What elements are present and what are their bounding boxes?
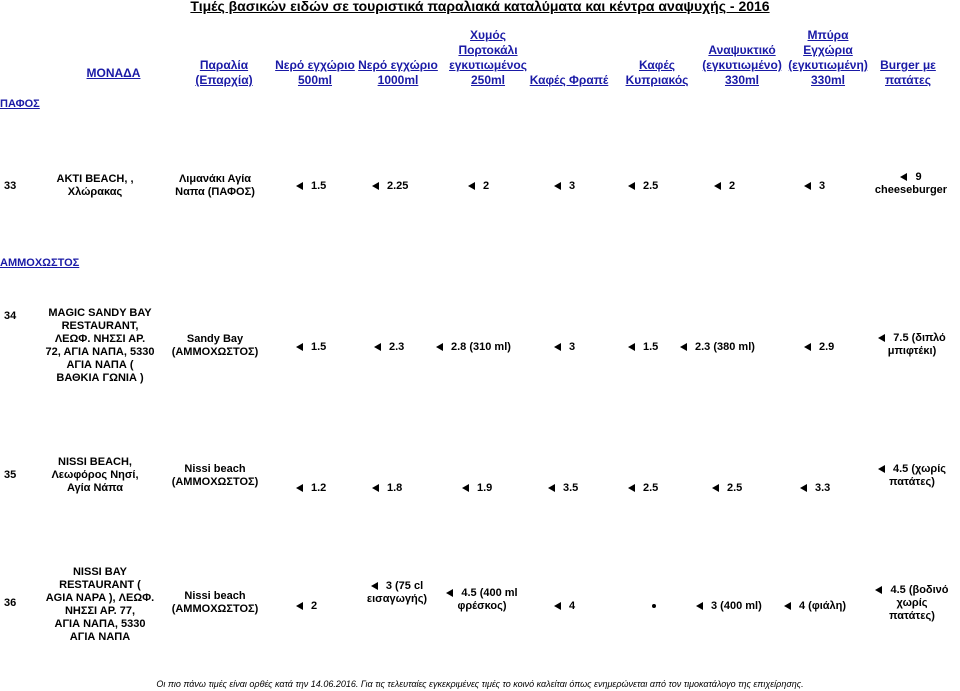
row-36-beer: 4 (φιάλη) (784, 600, 846, 612)
marker-icon (628, 343, 635, 351)
row-34-soft-drink: 2.3 (380 ml) (680, 341, 755, 353)
marker-icon (462, 484, 469, 492)
header-juice: Χυμός Πορτοκάλι εγκυτιωμένος 250ml (449, 28, 527, 87)
marker-icon (436, 343, 443, 351)
marker-icon (875, 586, 882, 594)
marker-icon (371, 582, 378, 590)
row-34-burger: 7.5 (διπλό μπιφτέκι) (866, 332, 958, 358)
row-36-soft-drink: 3 (400 ml) (696, 600, 762, 612)
row-33-frappe: 3 (554, 180, 575, 192)
row-34-cypriot-coffee: 1.5 (628, 341, 658, 353)
marker-icon (680, 343, 687, 351)
row-33-cypriot-coffee: 2.5 (628, 180, 658, 192)
bullet-icon (652, 604, 656, 608)
section-ammochostos: ΑΜΜΟΧΩΣΤΟΣ (0, 257, 80, 269)
header-unit: ΜΟΝΑΔΑ (86, 66, 141, 80)
row-34-beach: Sandy Bay (ΑΜΜΟΧΩΣΤΟΣ) (171, 333, 259, 358)
marker-icon (554, 602, 561, 610)
row-36-water500: 2 (296, 600, 317, 612)
row-36-unit: NISSI BAY RESTAURANT ( AGIA NAPA ), ΛΕΩΦ. ΝΗΣΣΙ ΑΡ. 77, ΑΓΙΑ ΝΑΠΑ, 5330 ΑΓΙΑ ΝΑΠΑ (45, 566, 155, 643)
row-33-soft-drink: 2 (714, 180, 735, 192)
row-35-soft-drink: 2.5 (712, 482, 742, 494)
marker-icon (296, 602, 303, 610)
marker-icon (554, 182, 561, 190)
marker-icon (628, 484, 635, 492)
row-33-beach: Λιμανάκι Αγία Ναπα (ΠΑΦΟΣ) (175, 173, 255, 198)
marker-icon (372, 484, 379, 492)
row-36-cypriot-coffee: 4 (554, 600, 575, 612)
header-beer: Μπύρα Εγχώρια (εγκυτιωμένη) 330ml (788, 28, 868, 87)
header-soft-drink: Αναψυκτικό (εγκυτιωμένο) 330ml (702, 43, 782, 87)
row-33-burger: 9 cheeseburger (874, 171, 948, 196)
row-34-water1000: 2.3 (374, 341, 404, 353)
row-36-id: 36 (4, 597, 17, 609)
marker-icon (628, 182, 635, 190)
row-33-unit: AKTI BEACH, , Χλώρακας (56, 173, 134, 198)
row-35-water1000: 1.8 (372, 482, 402, 494)
row-36-juice: 4.5 (400 ml φρέσκος) (436, 587, 528, 613)
row-35-frappe: 3.5 (548, 482, 578, 494)
marker-icon (800, 484, 807, 492)
header-cypriot-coffee: Καφές Κυπριακός (625, 58, 689, 87)
header-water-500: Νερό εγχώριο 500ml (275, 58, 355, 87)
marker-icon (900, 173, 907, 181)
header-frappe: Καφές Φραπέ (529, 73, 609, 87)
row-35-juice: 1.9 (462, 482, 492, 494)
marker-icon (712, 484, 719, 492)
row-35-beer: 3.3 (800, 482, 830, 494)
row-36-water1000: 3 (75 cl εισαγωγής) (366, 580, 428, 605)
marker-icon (696, 602, 703, 610)
marker-icon (446, 589, 453, 597)
marker-icon (714, 182, 721, 190)
marker-icon (784, 602, 791, 610)
marker-icon (878, 465, 885, 473)
row-34-beer: 2.9 (804, 341, 834, 353)
marker-icon (554, 343, 561, 351)
row-33-water500: 1.5 (296, 180, 326, 192)
row-33-beer: 3 (804, 180, 825, 192)
row-35-beach: Nissi beach (ΑΜΜΟΧΩΣΤΟΣ) (171, 463, 259, 488)
row-34-frappe: 3 (554, 341, 575, 353)
marker-icon (296, 343, 303, 351)
marker-icon (878, 334, 885, 342)
marker-icon (804, 182, 811, 190)
row-33-juice: 2 (468, 180, 489, 192)
row-35-id: 35 (4, 469, 17, 481)
row-35-burger: 4.5 (χωρίς πατάτες) (868, 463, 956, 489)
header-beach: Παραλία (Επαρχία) (195, 58, 253, 87)
row-36-burger: 4.5 (βοδινό χωρίς πατάτες) (866, 584, 958, 623)
page-title: Τιμές βασικών ειδών σε τουριστικά παραλιακά καταλύματα και κέντρα αναψυχής - 2016 (190, 0, 770, 14)
row-34-unit: MAGIC SANDY BAY RESTAURANT, ΛΕΩΦ. ΝΗΣΣΙ ΑΡ. 72, ΑΓΙΑ ΝΑΠΑ, 5330 ΑΓΙΑ ΝΑΠΑ ( ΒΑΘΚΙΑ ΓΩΝΙΑ ) (45, 307, 155, 384)
marker-icon (548, 484, 555, 492)
row-35-cypriot-coffee: 2.5 (628, 482, 658, 494)
header-burger: Burger με πατάτες (880, 58, 936, 87)
section-pafos: ΠΑΦΟΣ (0, 98, 40, 110)
header-water-1000: Νερό εγχώριο 1000ml (358, 58, 438, 87)
row-35-unit: NISSI BEACH, Λεωφόρος Νησί, Αγία Νάπα (51, 456, 139, 494)
footer-note: Οι πιο πάνω τιμές είναι ορθές κατά την 14.06.2016. Για τις τελευταίες εγκεκριμένες τιμές το κοινό καλείται όπως ενημερώνεται από τον τιμοκατάλογο της επιχείρησης. (156, 679, 804, 689)
marker-icon (374, 343, 381, 351)
marker-icon (804, 343, 811, 351)
marker-icon (296, 484, 303, 492)
row-34-juice: 2.8 (310 ml) (436, 341, 511, 353)
row-34-id: 34 (4, 310, 17, 322)
row-36-beach: Nissi beach (ΑΜΜΟΧΩΣΤΟΣ) (171, 590, 259, 615)
marker-icon (296, 182, 303, 190)
marker-icon (372, 182, 379, 190)
row-33-id: 33 (4, 180, 17, 192)
row-35-water500: 1.2 (296, 482, 326, 494)
row-33-water1000: 2.25 (372, 180, 408, 192)
marker-icon (468, 182, 475, 190)
row-34-water500: 1.5 (296, 341, 326, 353)
